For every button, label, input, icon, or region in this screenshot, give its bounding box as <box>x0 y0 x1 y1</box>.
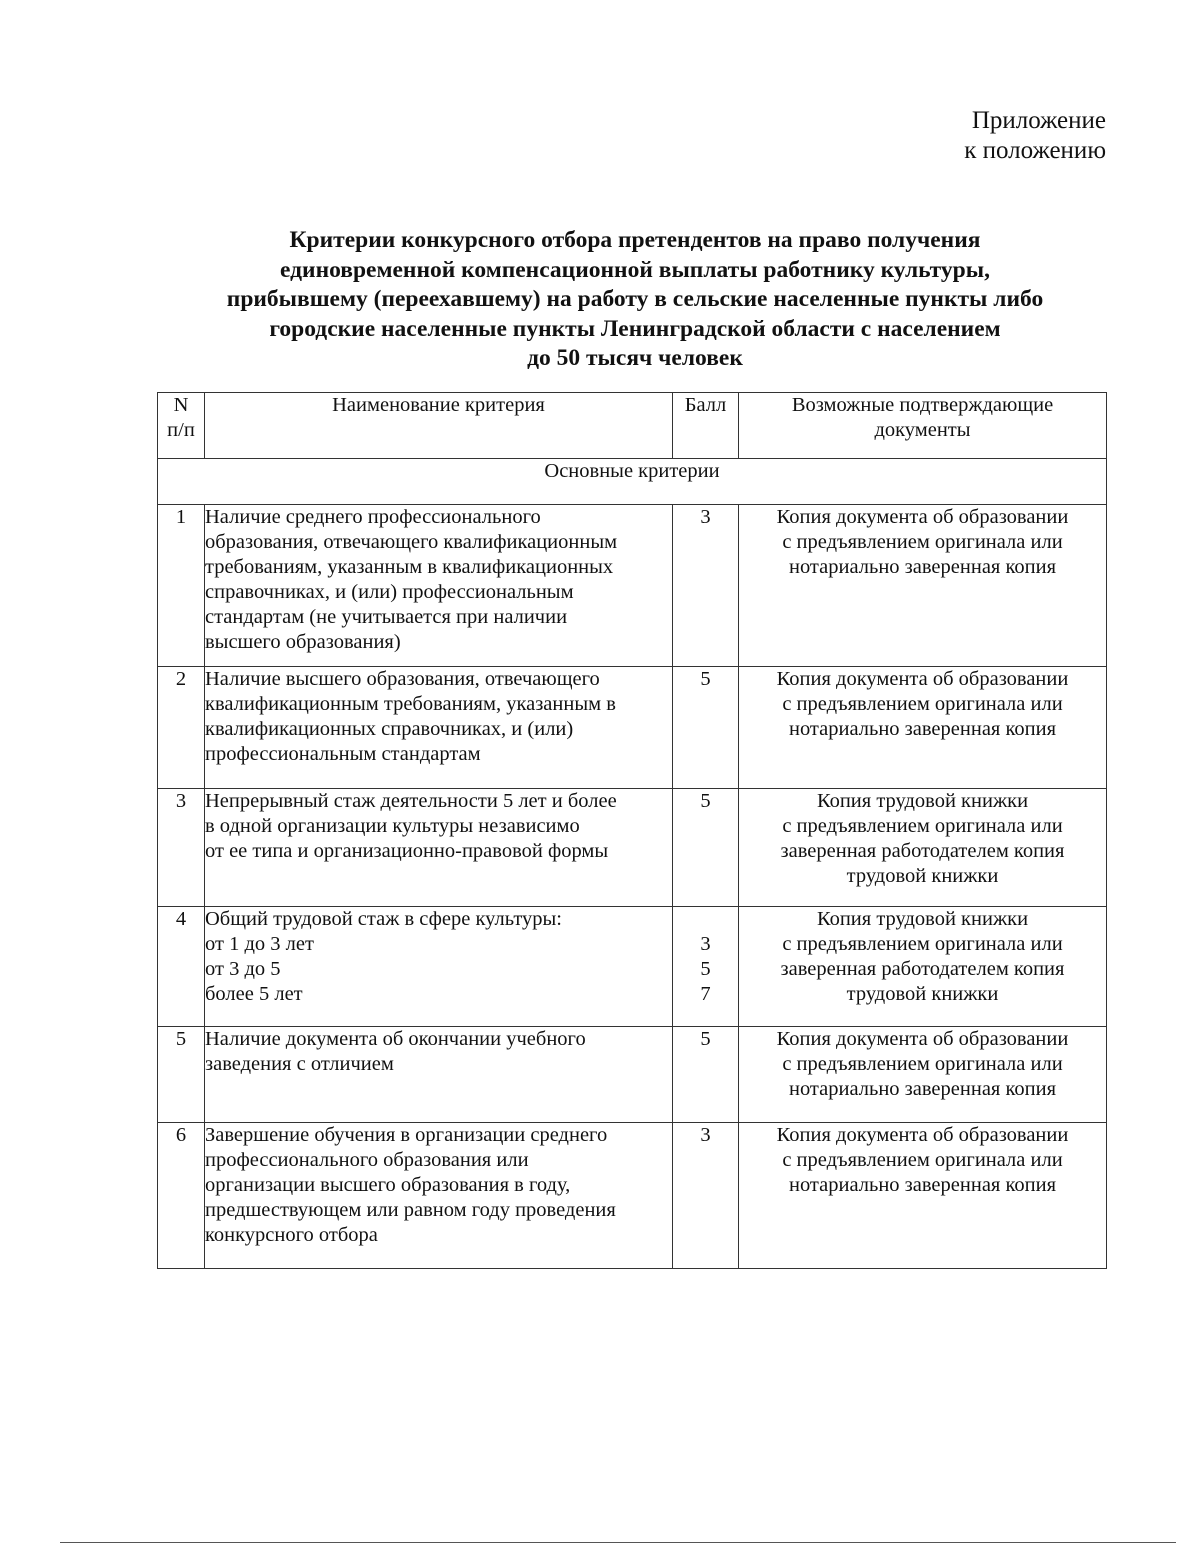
criterion-name <box>205 907 673 1027</box>
criterion-name-line: требованиям, указанным в квалификационных <box>205 556 614 578</box>
criterion-score <box>673 505 739 667</box>
criterion-score <box>673 789 739 907</box>
criterion-name-line: Завершение обучения в организации среднего <box>205 1124 608 1146</box>
criterion-name-line: организации высшего образования в году, <box>205 1174 571 1196</box>
supporting-documents <box>739 907 1107 1027</box>
criterion-score <box>673 667 739 789</box>
supporting-documents-line: Копия документа об образовании <box>776 1028 1069 1050</box>
header-criterion-name: Наименование критерия <box>205 393 673 459</box>
table-row <box>158 907 1107 1027</box>
supporting-documents-line: заверенная работодателем копия <box>780 958 1065 980</box>
table-row <box>158 1027 1107 1123</box>
supporting-documents-line: Копия документа об образовании <box>776 1124 1069 1146</box>
score-value: 3 <box>700 933 711 955</box>
supporting-documents-line: Копия документа об образовании <box>776 668 1069 690</box>
criterion-name-line: от 1 до 3 лет <box>205 933 314 955</box>
criterion-name-line: стандартам (не учитывается при наличии <box>205 606 568 628</box>
supporting-documents-line: с предъявлением оригинала или <box>782 693 1063 715</box>
criterion-name-line: Непрерывный стаж деятельности 5 лет и более <box>205 790 617 812</box>
criterion-name-line: квалификационным требованиям, указанным в <box>205 693 616 715</box>
supporting-documents-line: нотариально заверенная копия <box>788 1174 1057 1196</box>
table-row <box>158 1123 1107 1269</box>
table-header-row <box>158 393 1107 459</box>
criterion-name <box>205 505 673 667</box>
criterion-name <box>205 789 673 907</box>
score-value: 3 <box>700 1124 711 1146</box>
supporting-documents-line: Копия трудовой книжки <box>816 790 1029 812</box>
supporting-documents-line: заверенная работодателем копия <box>780 840 1065 862</box>
supporting-documents-line: с предъявлением оригинала или <box>782 1149 1063 1171</box>
criterion-name-line: квалификационных справочниках, и (или) <box>205 718 574 740</box>
score-value: 7 <box>700 983 711 1005</box>
supporting-documents-line: Копия трудовой книжки <box>816 908 1029 930</box>
appendix-line: к положению <box>964 137 1106 164</box>
supporting-documents <box>739 505 1107 667</box>
criterion-name-line: заведения с отличием <box>205 1053 394 1075</box>
header-documents-line: Возможные подтверждающие <box>791 394 1054 416</box>
supporting-documents-line: нотариально заверенная копия <box>788 556 1057 578</box>
header-score: Балл <box>673 393 739 459</box>
criterion-name-line: предшествующем или равном году проведения <box>205 1199 616 1221</box>
supporting-documents-line: с предъявлением оригинала или <box>782 1053 1063 1075</box>
row-number: 3 <box>158 789 205 907</box>
criterion-name <box>205 1123 673 1269</box>
header-documents-line: документы <box>874 419 971 441</box>
appendix-note <box>964 106 1106 166</box>
row-number: 4 <box>158 907 205 1027</box>
criterion-name-line: профессиональным стандартам <box>205 743 481 765</box>
score-value: 5 <box>700 958 711 980</box>
criterion-name-line: более 5 лет <box>205 983 303 1005</box>
appendix-line: Приложение <box>971 107 1106 134</box>
table-row <box>158 789 1107 907</box>
score-value: 5 <box>700 668 711 690</box>
header-documents <box>739 393 1107 459</box>
section-row <box>158 459 1107 505</box>
supporting-documents-line: нотариально заверенная копия <box>788 1078 1057 1100</box>
criterion-name-line: образования, отвечающего квалификационным <box>205 531 618 553</box>
row-number: 5 <box>158 1027 205 1123</box>
score-value: 5 <box>700 1028 711 1050</box>
supporting-documents-line: трудовой книжки <box>846 865 999 887</box>
criterion-name-line: Наличие среднего профессионального <box>205 506 541 528</box>
criterion-name-line: справочниках, и (или) профессиональным <box>205 581 574 603</box>
criterion-name-line: в одной организации культуры независимо <box>205 815 580 837</box>
criterion-name-line: от 3 до 5 <box>205 958 281 980</box>
page-bottom-rule <box>60 1542 1176 1543</box>
row-number: 2 <box>158 667 205 789</box>
criterion-name <box>205 667 673 789</box>
criterion-name-line: от ее типа и организационно-правовой формы <box>205 840 609 862</box>
title-line: до 50 тысяч человек <box>527 345 743 371</box>
score-value <box>673 907 738 932</box>
supporting-documents <box>739 789 1107 907</box>
title-line: Критерии конкурсного отбора претендентов на право получения <box>289 227 981 253</box>
criterion-name-line: Общий трудовой стаж в сфере культуры: <box>205 908 562 930</box>
criterion-score <box>673 1123 739 1269</box>
criterion-score <box>673 907 739 1027</box>
criteria-table <box>157 392 1107 1269</box>
header-number <box>158 393 205 459</box>
supporting-documents-line: трудовой книжки <box>846 983 999 1005</box>
table-row <box>158 505 1107 667</box>
criterion-name <box>205 1027 673 1123</box>
supporting-documents-line: с предъявлением оригинала или <box>782 815 1063 837</box>
criterion-name-line: конкурсного отбора <box>205 1224 378 1246</box>
supporting-documents <box>739 1027 1107 1123</box>
header-number-line: п/п <box>167 419 195 441</box>
supporting-documents-line: с предъявлением оригинала или <box>782 933 1063 955</box>
row-number: 6 <box>158 1123 205 1269</box>
title-line: прибывшему (переехавшему) на работу в сельские населенные пункты либо <box>226 286 1044 312</box>
supporting-documents-line: с предъявлением оригинала или <box>782 531 1063 553</box>
supporting-documents-line: нотариально заверенная копия <box>788 718 1057 740</box>
score-value: 5 <box>700 790 711 812</box>
criterion-name-line: профессионального образования или <box>205 1149 529 1171</box>
table-row <box>158 667 1107 789</box>
title-line: городские населенные пункты Ленинградской области с населением <box>269 315 1001 342</box>
title-line: единовременной компенсационной выплаты работнику культуры, <box>280 256 990 283</box>
score-value: 3 <box>700 506 711 528</box>
supporting-documents <box>739 1123 1107 1269</box>
criterion-name-line: высшего образования) <box>205 631 401 653</box>
row-number: 1 <box>158 505 205 667</box>
header-number-line: N <box>173 394 189 416</box>
supporting-documents-line: Копия документа об образовании <box>776 506 1069 528</box>
section-title: Основные критерии <box>158 459 1107 505</box>
document-title <box>120 226 1150 374</box>
criterion-score <box>673 1027 739 1123</box>
criterion-name-line: Наличие документа об окончании учебного <box>205 1028 586 1050</box>
supporting-documents <box>739 667 1107 789</box>
criterion-name-line: Наличие высшего образования, отвечающего <box>205 668 600 690</box>
